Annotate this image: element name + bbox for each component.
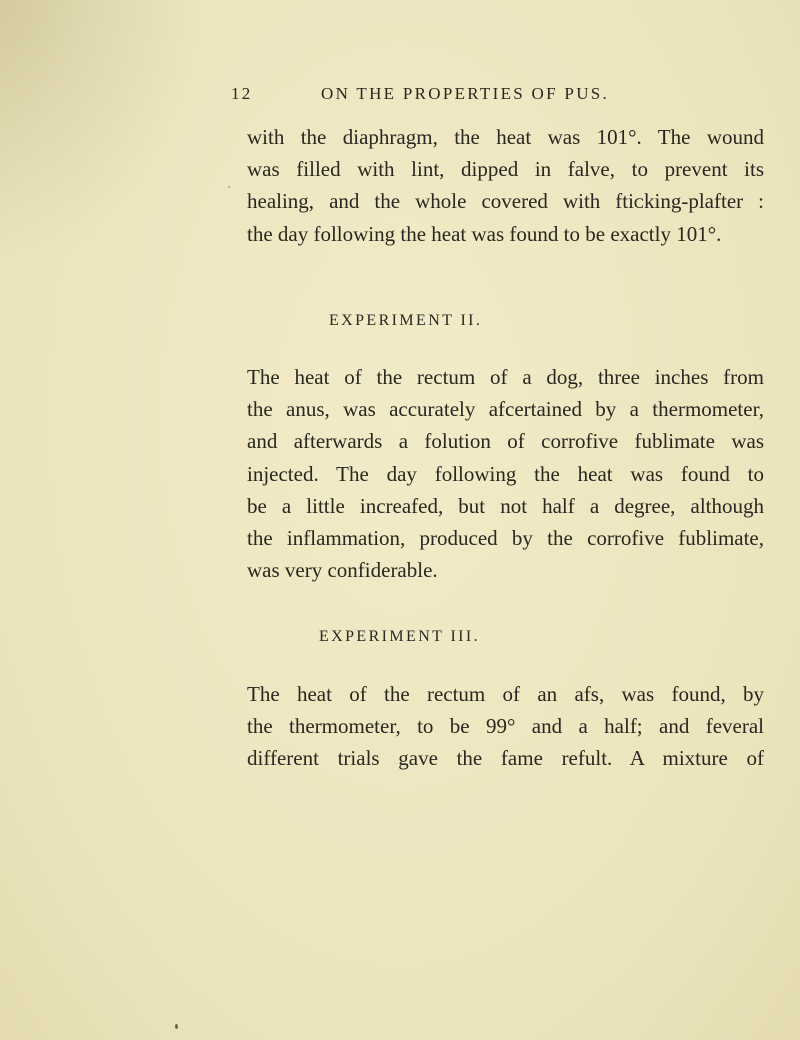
text-line: healing, and the whole covered with ftiᴄking-plafter : bbox=[247, 189, 764, 214]
experiment-3-heading: EXPERIMENT III. bbox=[319, 628, 481, 645]
running-head bbox=[231, 84, 751, 110]
text-line: The heat of the rectum of an afs, was found, by bbox=[247, 682, 764, 706]
running-title: ON THE PROPERTIES OF PUS. bbox=[321, 84, 610, 103]
page-number: 12 bbox=[231, 84, 253, 103]
text-line: was filled with lint, dipped in falve, to prevent its bbox=[247, 157, 764, 182]
paper-speck bbox=[175, 1024, 178, 1029]
text-line: with the diaphragm, the heat was 101°. The wound bbox=[247, 125, 764, 149]
text-line: different trials gave the fame refult. A mixture of bbox=[247, 746, 764, 771]
paper-speck bbox=[228, 186, 230, 188]
text-line: the anus, was accurately afcertained by a thermometer, bbox=[247, 397, 764, 422]
paragraph-1 bbox=[247, 121, 764, 250]
text-line: the thermometer, to be 99° and a half; and feveral bbox=[247, 714, 764, 739]
paragraph-3 bbox=[247, 678, 764, 775]
text-line: The heat of the rectum of a dog, three inches from bbox=[247, 365, 764, 389]
text-line: injected. The day following the heat was found to bbox=[247, 461, 764, 486]
text-line: be a little increafed, but not half a degree, although bbox=[247, 493, 764, 518]
text-line: the inflammation, produced by the corrofive fublimate, bbox=[247, 526, 764, 551]
text-line: and afterwards a folution of corrofive fublimate was bbox=[247, 429, 764, 454]
paragraph-2 bbox=[247, 361, 764, 586]
experiment-2-heading: EXPERIMENT II. bbox=[329, 312, 483, 329]
text-line: was very confiderable. bbox=[247, 558, 438, 583]
text-line: the day following the heat was found to be exactly 101°. bbox=[247, 221, 722, 246]
